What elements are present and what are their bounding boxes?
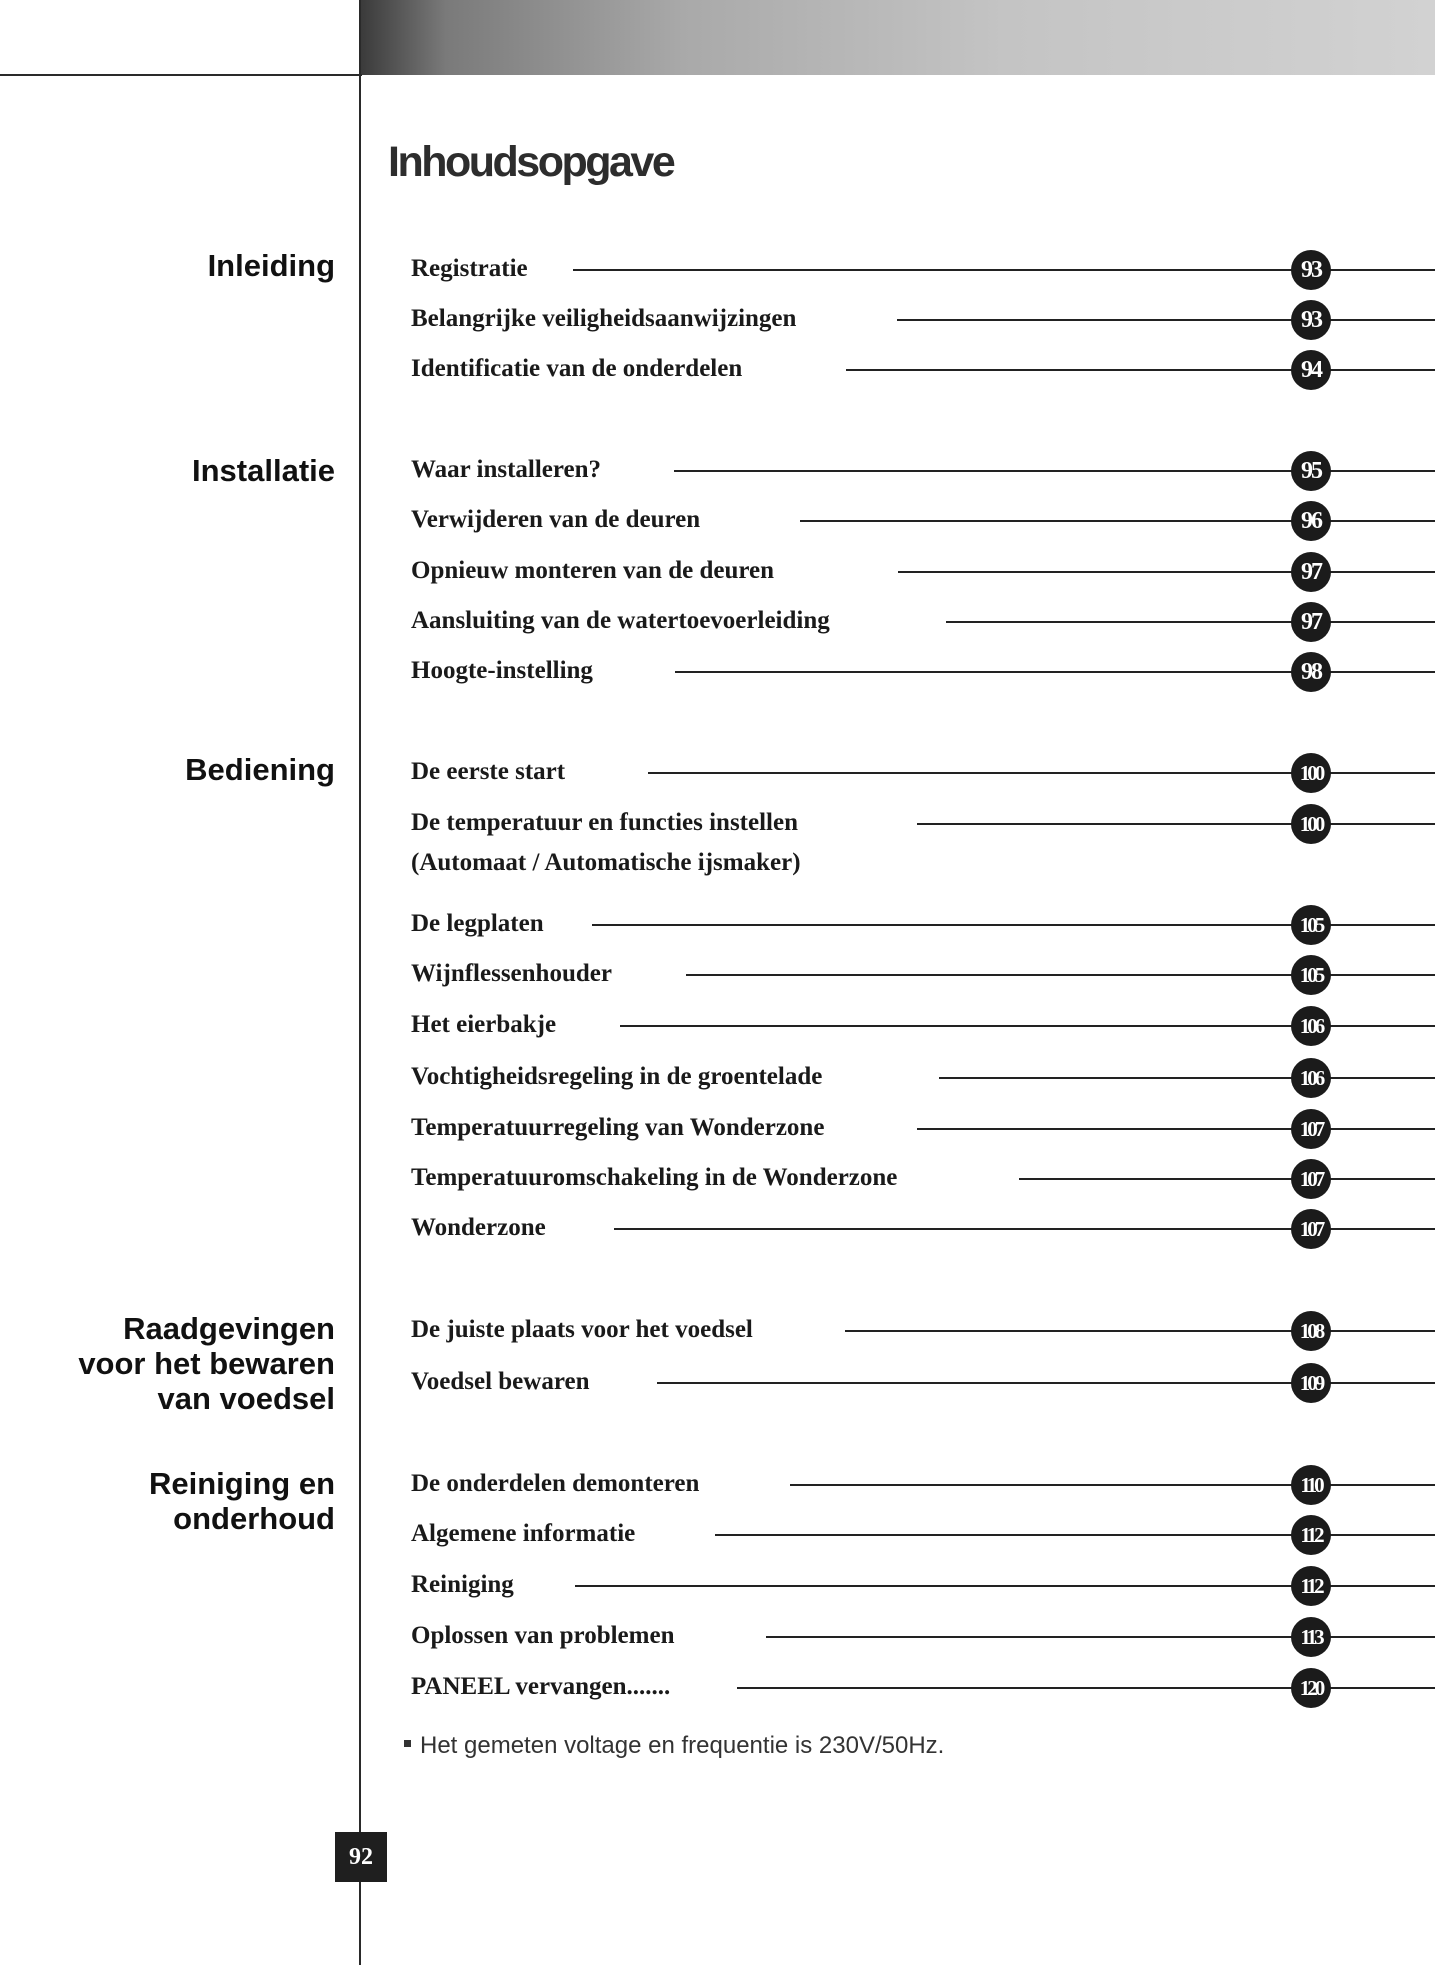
leader-line — [1330, 1025, 1435, 1027]
page-number-badge: 93 — [1291, 300, 1331, 340]
page-number-badge: 107 — [1291, 1209, 1331, 1249]
leader-line — [917, 823, 1293, 825]
leader-line — [917, 1128, 1293, 1130]
leader-line — [1330, 1585, 1435, 1587]
leader-line — [1330, 369, 1435, 371]
toc-entry[interactable] — [0, 1519, 1435, 1549]
toc-entry-label: Algemene informatie — [411, 1520, 636, 1547]
leader-line — [1330, 1330, 1435, 1332]
page-number-badge: 98 — [1291, 652, 1331, 692]
leader-line — [614, 1228, 1293, 1230]
toc-entry[interactable] — [0, 1062, 1435, 1092]
toc-entry-label-continued: (Automaat / Automatische ijsmaker) — [411, 849, 801, 876]
header-gradient-band — [360, 0, 1435, 75]
toc-entry-label: De eerste start — [411, 758, 566, 785]
leader-line — [790, 1484, 1293, 1486]
section-heading-bediening: Bediening — [185, 752, 335, 787]
leader-line — [1330, 1077, 1435, 1079]
page-number-badge: 105 — [1291, 955, 1331, 995]
leader-line — [1019, 1178, 1293, 1180]
toc-entry-label: Verwijderen van de deuren — [411, 506, 701, 533]
page-number-badge: 97 — [1291, 602, 1331, 642]
toc-entry-label: Wonderzone — [411, 1214, 546, 1241]
toc-entry-label: Reiniging — [411, 1571, 514, 1598]
leader-line — [800, 520, 1293, 522]
leader-line — [1330, 1128, 1435, 1130]
leader-line — [1330, 1228, 1435, 1230]
page-number-badge: 94 — [1291, 350, 1331, 390]
leader-line — [648, 772, 1293, 774]
page-number-badge: 110 — [1291, 1465, 1331, 1505]
toc-entry-label: Oplossen van problemen — [411, 1622, 675, 1649]
page-number-badge: 108 — [1291, 1311, 1331, 1351]
leader-line — [845, 1330, 1293, 1332]
toc-entry[interactable] — [0, 959, 1435, 989]
leader-line — [1330, 621, 1435, 623]
toc-entry[interactable] — [0, 606, 1435, 636]
toc-entry[interactable] — [0, 1672, 1435, 1702]
toc-entry[interactable] — [0, 808, 1435, 876]
leader-line — [1330, 1687, 1435, 1689]
toc-entry-label: Registratie — [411, 255, 528, 282]
page-number-badge: 112 — [1291, 1515, 1331, 1555]
toc-entry[interactable] — [0, 1621, 1435, 1651]
page-number-badge: 100 — [1291, 804, 1331, 844]
leader-line — [1330, 671, 1435, 673]
toc-entry[interactable] — [0, 656, 1435, 686]
toc-entry-label: Aansluiting van de watertoevoerleiding — [411, 607, 830, 634]
toc-entry-label: Wijnflessenhouder — [411, 960, 612, 987]
leader-line — [657, 1382, 1293, 1384]
leader-line — [1330, 823, 1435, 825]
leader-line — [715, 1534, 1293, 1536]
toc-entry-label: Temperatuuromschakeling in de Wonderzone — [411, 1164, 898, 1191]
leader-line — [1330, 1534, 1435, 1536]
leader-line — [674, 470, 1293, 472]
toc-entry-label: De temperatuur en functies instellen — [411, 809, 798, 836]
toc-entry[interactable] — [0, 354, 1435, 384]
toc-entry[interactable] — [0, 1469, 1435, 1499]
page-number-badge: 112 — [1291, 1566, 1331, 1606]
section-heading-inleiding: Inleiding — [207, 248, 335, 283]
section-heading-raadgevingen: Raadgevingen voor het bewaren van voedsel — [78, 1311, 335, 1416]
leader-line — [846, 369, 1293, 371]
leader-line — [620, 1025, 1293, 1027]
page-number-badge: 96 — [1291, 501, 1331, 541]
toc-entry-label: Hoogte-instelling — [411, 657, 593, 684]
page-number-badge: 100 — [1291, 753, 1331, 793]
page-number-badge: 95 — [1291, 451, 1331, 491]
toc-entry-label: Vochtigheidsregeling in de groentelade — [411, 1063, 823, 1090]
leader-line — [1330, 1484, 1435, 1486]
leader-line — [1330, 1382, 1435, 1384]
header-rule — [0, 74, 362, 76]
leader-line — [1330, 571, 1435, 573]
toc-entry[interactable] — [0, 1010, 1435, 1040]
leader-line — [1330, 924, 1435, 926]
leader-line — [1330, 1636, 1435, 1638]
toc-entry-label: PANEEL vervangen....... — [411, 1673, 671, 1700]
leader-line — [939, 1077, 1293, 1079]
page-number-badge: 120 — [1291, 1668, 1331, 1708]
leader-line — [1330, 470, 1435, 472]
toc-entry-label: De juiste plaats voor het voedsel — [411, 1316, 753, 1343]
page-number-badge: 109 — [1291, 1363, 1331, 1403]
toc-entry[interactable] — [0, 254, 1435, 284]
toc-entry[interactable] — [0, 1163, 1435, 1193]
leader-line — [766, 1636, 1293, 1638]
leader-line — [946, 621, 1293, 623]
toc-entry-label: Identificatie van de onderdelen — [411, 355, 743, 382]
bullet-icon — [404, 1740, 411, 1747]
page-number-badge: 113 — [1291, 1617, 1331, 1657]
toc-entry-label: Opnieuw monteren van de deuren — [411, 557, 775, 584]
page-number-badge: 97 — [1291, 552, 1331, 592]
leader-line — [1330, 319, 1435, 321]
leader-line — [1330, 520, 1435, 522]
leader-line — [675, 671, 1293, 673]
leader-line — [897, 319, 1293, 321]
leader-line — [573, 269, 1293, 271]
toc-entry[interactable] — [0, 304, 1435, 334]
page-number-badge: 107 — [1291, 1159, 1331, 1199]
toc-entry[interactable] — [0, 909, 1435, 939]
toc-entry[interactable] — [0, 455, 1435, 485]
toc-entry[interactable] — [0, 505, 1435, 535]
toc-entry[interactable] — [0, 1213, 1435, 1243]
toc-entry[interactable] — [0, 1367, 1435, 1397]
toc-entry[interactable] — [0, 1315, 1435, 1345]
toc-entry[interactable] — [0, 1113, 1435, 1143]
toc-entry-label: De onderdelen demonteren — [411, 1470, 700, 1497]
page-number-badge: 107 — [1291, 1109, 1331, 1149]
section-heading-reiniging: Reiniging en onderhoud — [149, 1466, 335, 1536]
page-title: Inhoudsopgave — [388, 138, 674, 186]
leader-line — [898, 571, 1293, 573]
leader-line — [686, 974, 1293, 976]
page-number: 92 — [335, 1832, 387, 1882]
toc-entry[interactable] — [0, 556, 1435, 586]
leader-line — [1330, 1178, 1435, 1180]
toc-entry-label: Het eierbakje — [411, 1011, 557, 1038]
toc-entry-label: Waar installeren? — [411, 456, 602, 483]
toc-entry[interactable] — [0, 757, 1435, 787]
section-heading-installatie: Installatie — [192, 453, 335, 488]
leader-line — [1330, 974, 1435, 976]
toc-entry-label: Voedsel bewaren — [411, 1368, 590, 1395]
voltage-footnote: Het gemeten voltage en frequentie is 230V/50Hz. — [404, 1732, 944, 1760]
page-number-badge: 106 — [1291, 1006, 1331, 1046]
leader-line — [1330, 772, 1435, 774]
leader-line — [1330, 269, 1435, 271]
leader-line — [575, 1585, 1293, 1587]
toc-entry-label: Temperatuurregeling van Wonderzone — [411, 1114, 825, 1141]
page-number-badge: 93 — [1291, 250, 1331, 290]
page-number-badge: 106 — [1291, 1058, 1331, 1098]
toc-entry[interactable] — [0, 1570, 1435, 1600]
page-number-badge: 105 — [1291, 905, 1331, 945]
toc-entry-label: De legplaten — [411, 910, 544, 937]
leader-line — [737, 1687, 1293, 1689]
leader-line — [592, 924, 1293, 926]
toc-entry-label: Belangrijke veiligheidsaanwijzingen — [411, 305, 797, 332]
